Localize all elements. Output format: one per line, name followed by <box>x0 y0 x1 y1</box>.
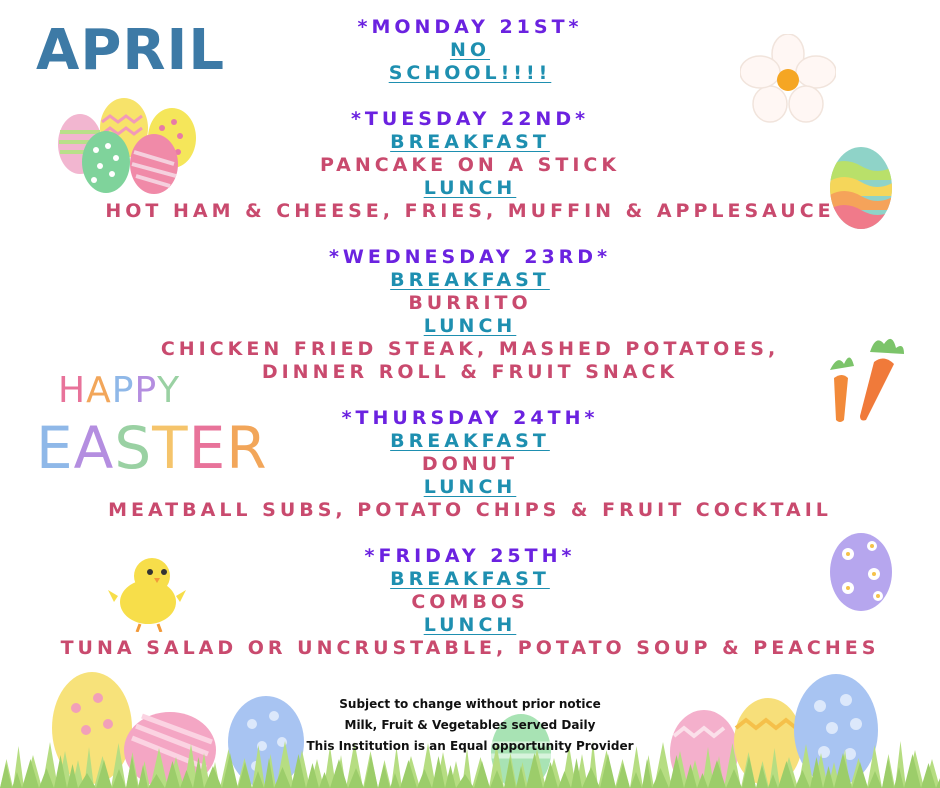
menu-item: DINNER ROLL & FRUIT SNACK <box>261 361 679 383</box>
menu-item: PANCAKE ON A STICK <box>319 154 621 176</box>
day-spacer <box>0 223 940 246</box>
meal-label: NO <box>449 39 491 61</box>
day-heading: *MONDAY 21ST* <box>357 16 583 38</box>
day-heading: *FRIDAY 25TH* <box>364 545 576 567</box>
meal-label: LUNCH <box>423 177 517 199</box>
day-spacer <box>0 85 940 108</box>
happy-text: HAPPY <box>58 370 181 411</box>
day-spacer <box>0 384 940 407</box>
day-heading: *TUESDAY 22ND* <box>350 108 590 130</box>
meal-label: BREAKFAST <box>390 131 550 153</box>
footer-notes <box>0 694 940 757</box>
note-line: This Institution is an Equal opportunity Provider <box>306 739 634 753</box>
meal-label: LUNCH <box>423 315 517 337</box>
day-heading: *THURSDAY 24TH* <box>341 407 599 429</box>
menu-item: TUNA SALAD OR UNCRUSTABLE, POTATO SOUP & PEACHES <box>60 637 880 659</box>
note-line: Subject to change without prior notice <box>339 697 601 711</box>
menu-item: COMBOS <box>411 591 529 613</box>
month-title: APRIL <box>36 18 226 83</box>
menu-list <box>0 16 940 660</box>
meal-label: SCHOOL!!!! <box>388 62 552 84</box>
meal-label: LUNCH <box>423 476 517 498</box>
menu-item: CHICKEN FRIED STEAK, MASHED POTATOES, <box>160 338 780 360</box>
easter-text: EASTER <box>36 414 268 482</box>
meal-label: BREAKFAST <box>390 269 550 291</box>
day-heading: *WEDNESDAY 23RD* <box>328 246 612 268</box>
menu-item: DONUT <box>421 453 519 475</box>
menu-item: MEATBALL SUBS, POTATO CHIPS & FRUIT COCKTAIL <box>108 499 832 521</box>
menu-item: HOT HAM & CHEESE, FRIES, MUFFIN & APPLESAUCE <box>105 200 835 222</box>
note-line: Milk, Fruit & Vegetables served Daily <box>344 718 596 732</box>
menu-item: BURRITO <box>408 292 532 314</box>
meal-label: BREAKFAST <box>390 430 550 452</box>
meal-label: LUNCH <box>423 614 517 636</box>
meal-label: BREAKFAST <box>390 568 550 590</box>
day-spacer <box>0 522 940 545</box>
